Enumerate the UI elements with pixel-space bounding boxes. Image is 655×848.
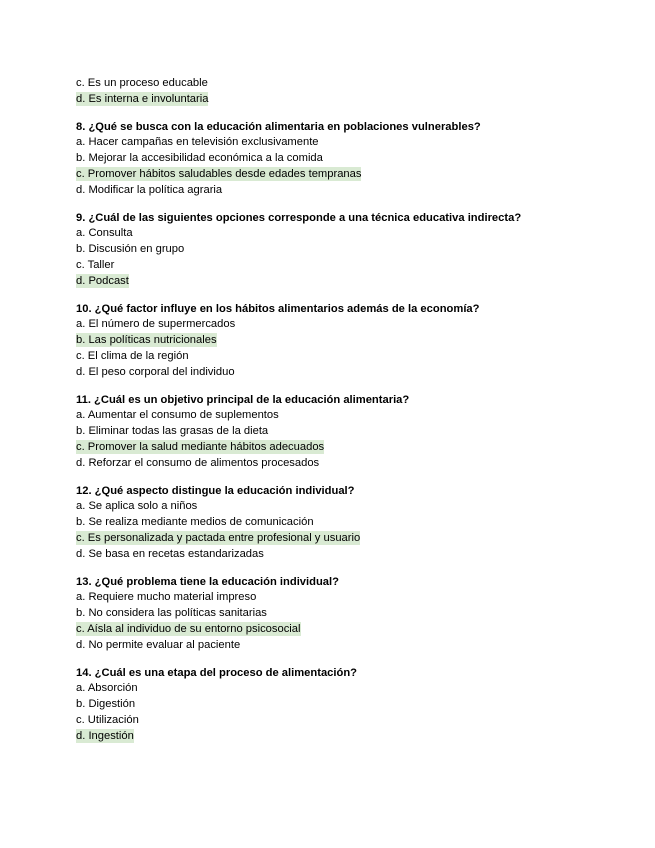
answer-option: a. Se aplica solo a niños	[76, 500, 198, 513]
answer-option: c. Taller	[76, 258, 115, 271]
answer-option: b. Se realiza mediante medios de comunicación	[76, 516, 314, 529]
question-12	[76, 484, 636, 563]
answer-option-correct: d. Ingestión	[76, 729, 134, 742]
answer-option: a. El número de supermercados	[76, 318, 236, 331]
answer-option: b. Digestión	[76, 698, 136, 711]
question-13	[76, 575, 636, 654]
answer-option: c. Es un proceso educable	[76, 77, 208, 89]
answer-option: d. Modificar la política agraria	[76, 183, 223, 196]
answer-option: b. No considera las políticas sanitarias	[76, 607, 267, 620]
answer-option-correct: b. Las políticas nutricionales	[76, 334, 217, 347]
answer-option: d. No permite evaluar al paciente	[76, 638, 241, 651]
answer-option-correct: c. Promover la salud mediante hábitos adecuados	[76, 440, 325, 453]
question-title: 11. ¿Cuál es un objetivo principal de la educación alimentaria?	[76, 393, 410, 406]
answer-option: a. Absorción	[76, 682, 138, 695]
question-title: 9. ¿Cuál de las siguientes opciones corresponde a una técnica educativa indirecta?	[76, 211, 522, 224]
previous-question-tail	[76, 76, 636, 108]
question-9	[76, 211, 636, 290]
question-8	[76, 120, 636, 199]
answer-option: d. El peso corporal del individuo	[76, 365, 235, 378]
answer-option-correct: c. Promover hábitos saludables desde edades tempranas	[76, 167, 362, 180]
question-title: 12. ¿Qué aspecto distingue la educación individual?	[76, 484, 355, 497]
answer-option-correct: c. Es personalizada y pactada entre profesional y usuario	[76, 531, 361, 544]
answer-option: a. Consulta	[76, 227, 133, 240]
question-title: 10. ¿Qué factor influye en los hábitos alimentarios además de la economía?	[76, 302, 480, 315]
answer-option: a. Hacer campañas en televisión exclusivamente	[76, 136, 319, 149]
answer-option: c. El clima de la región	[76, 349, 189, 362]
question-title: 14. ¿Cuál es una etapa del proceso de alimentación?	[76, 666, 358, 679]
question-title: 13. ¿Qué problema tiene la educación individual?	[76, 575, 339, 588]
answer-option: b. Mejorar la accesibilidad económica a la comida	[76, 152, 323, 165]
answer-option: d. Se basa en recetas estandarizadas	[76, 547, 264, 560]
question-title: 8. ¿Qué se busca con la educación alimentaria en poblaciones vulnerables?	[76, 120, 481, 133]
answer-option: c. Utilización	[76, 713, 139, 726]
answer-option-correct: d. Podcast	[76, 274, 129, 287]
answer-option-correct: c. Aísla al individuo de su entorno psicosocial	[76, 622, 301, 635]
question-10	[76, 302, 636, 381]
answer-option: a. Requiere mucho material impreso	[76, 591, 257, 604]
answer-option: d. Reforzar el consumo de alimentos procesados	[76, 456, 320, 469]
document-page	[76, 76, 636, 744]
answer-option: a. Aumentar el consumo de suplementos	[76, 409, 279, 422]
question-11	[76, 393, 636, 472]
answer-option: b. Eliminar todas las grasas de la dieta	[76, 425, 269, 438]
answer-option: b. Discusión en grupo	[76, 243, 185, 256]
answer-option-correct: d. Es interna e involuntaria	[76, 92, 209, 105]
question-14	[76, 666, 636, 745]
